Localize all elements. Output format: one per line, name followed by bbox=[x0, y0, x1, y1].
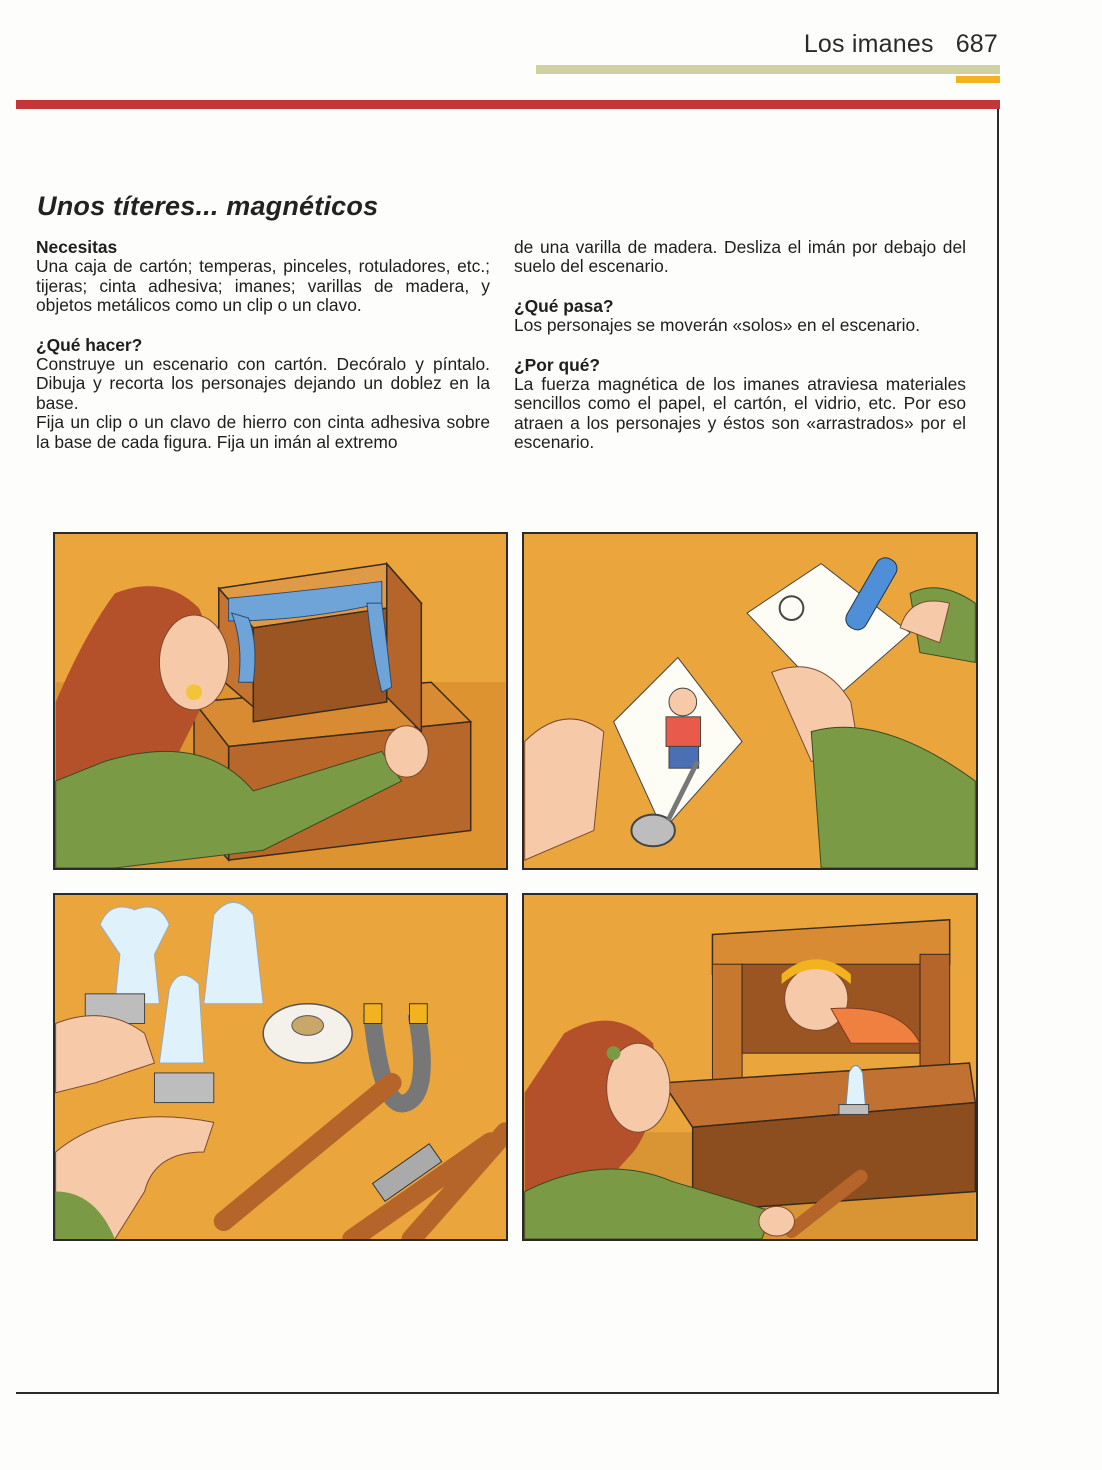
illustration-panel-1 bbox=[53, 532, 508, 870]
heading-necesitas: Necesitas bbox=[36, 237, 118, 257]
illustration-panel-4 bbox=[522, 893, 978, 1241]
heading-que-hacer: ¿Qué hacer? bbox=[36, 334, 143, 355]
text-column-right bbox=[514, 238, 966, 453]
text-necesitas: Una caja de cartón; temperas, pinceles, rotuladores, etc.; tijeras; cinta adhesiva; imanes; varillas de madera, y objetos metálicos como un clip o un clavo. bbox=[36, 256, 490, 316]
text-que-hacer-2b: de una varilla de madera. Desliza el imán por debajo del suelo del escenario. bbox=[514, 237, 966, 277]
stage-building-illustration bbox=[55, 534, 506, 868]
heading-que-pasa: ¿Qué pasa? bbox=[514, 295, 614, 316]
text-que-hacer-1: Construye un escenario con cartón. Decóralo y píntalo. Dibuja y recorta los personajes dejando un doblez en la base. bbox=[36, 354, 490, 413]
illustration-panel-2 bbox=[522, 532, 978, 870]
frame-bottom-border bbox=[16, 1392, 999, 1394]
text-column-left bbox=[36, 238, 490, 452]
red-rule bbox=[16, 100, 1000, 109]
illustration-panel-3 bbox=[53, 893, 508, 1241]
activity-title: Unos títeres... magnéticos bbox=[37, 191, 379, 221]
cutting-figures-illustration bbox=[524, 534, 976, 868]
materials-illustration bbox=[55, 895, 506, 1239]
page-number: 687 bbox=[955, 30, 998, 58]
header-accent bbox=[956, 76, 1000, 83]
text-que-pasa: Los personajes se moverán «solos» en el escenario. bbox=[514, 315, 921, 336]
header-band bbox=[536, 65, 1000, 74]
heading-por-que: ¿Por qué? bbox=[514, 354, 600, 375]
text-que-hacer-2a: Fija un clip o un clavo de hierro con cinta adhesiva sobre la base de cada figura. Fija un imán al extremo bbox=[36, 412, 490, 452]
chapter-title: Los imanes bbox=[803, 30, 934, 58]
running-header bbox=[804, 30, 998, 59]
text-por-que: La fuerza magnética de los imanes atraviesa materiales sencillos como el papel, el cartón, el vidrio, etc. Por eso atraen a los personajes y éstos son «arrastrados» por el escenario. bbox=[514, 374, 966, 453]
frame-right-border bbox=[997, 109, 999, 1393]
puppet-show-illustration bbox=[524, 895, 976, 1239]
